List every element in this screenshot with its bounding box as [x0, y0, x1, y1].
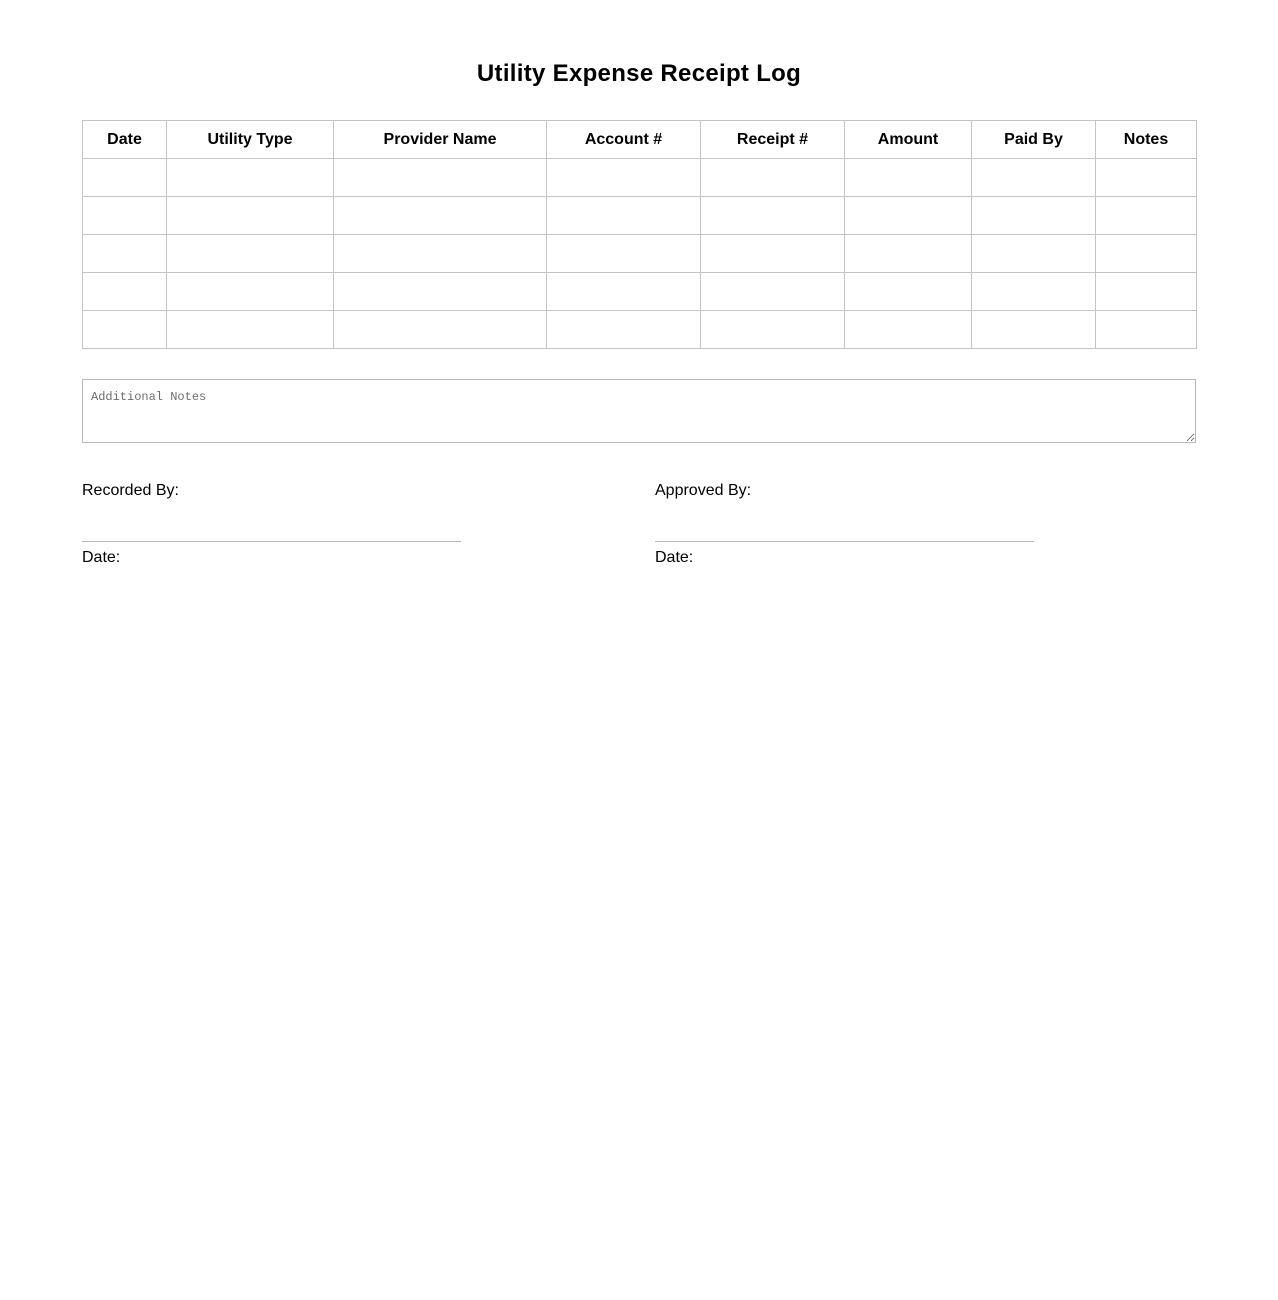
table-cell[interactable] [83, 273, 167, 311]
table-cell[interactable] [1096, 235, 1197, 273]
column-header-notes: Notes [1096, 121, 1197, 159]
recorded-date-label: Date: [82, 549, 121, 566]
table-cell[interactable] [701, 311, 845, 349]
table-row [83, 273, 1197, 311]
table-cell[interactable] [167, 235, 334, 273]
table-cell[interactable] [334, 159, 547, 197]
table-cell[interactable] [845, 197, 972, 235]
additional-notes-textarea[interactable] [82, 379, 1196, 443]
approved-by-label: Approved By: [655, 482, 752, 499]
table-cell[interactable] [1096, 159, 1197, 197]
recorded-by-label: Recorded By: [82, 482, 179, 499]
column-header-date: Date [83, 121, 167, 159]
table-cell[interactable] [334, 311, 547, 349]
recorded-by-signature-line[interactable] [82, 541, 461, 542]
table-row [83, 197, 1197, 235]
table-cell[interactable] [547, 197, 701, 235]
table-row [83, 235, 1197, 273]
table-cell[interactable] [701, 235, 845, 273]
table-cell[interactable] [334, 235, 547, 273]
table-cell[interactable] [334, 273, 547, 311]
table-cell[interactable] [1096, 311, 1197, 349]
table-cell[interactable] [547, 311, 701, 349]
table-cell[interactable] [701, 197, 845, 235]
table-cell[interactable] [972, 159, 1096, 197]
approved-by-signature-line[interactable] [655, 541, 1034, 542]
table-cell[interactable] [547, 235, 701, 273]
column-header-utility-type: Utility Type [167, 121, 334, 159]
table-cell[interactable] [845, 235, 972, 273]
table-cell[interactable] [167, 159, 334, 197]
table-cell[interactable] [167, 197, 334, 235]
approved-by-block [655, 481, 1035, 568]
table-cell[interactable] [845, 311, 972, 349]
table-cell[interactable] [167, 273, 334, 311]
table-cell[interactable] [701, 273, 845, 311]
column-header-receipt-number: Receipt # [701, 121, 845, 159]
table-cell[interactable] [972, 311, 1096, 349]
column-header-provider-name: Provider Name [334, 121, 547, 159]
table-cell[interactable] [167, 311, 334, 349]
table-cell[interactable] [972, 273, 1096, 311]
approved-date-label: Date: [655, 549, 694, 566]
column-header-amount: Amount [845, 121, 972, 159]
table-cell[interactable] [701, 159, 845, 197]
table-cell[interactable] [972, 197, 1096, 235]
table-cell[interactable] [845, 273, 972, 311]
table-cell[interactable] [972, 235, 1096, 273]
table-row [83, 159, 1197, 197]
recorded-by-block [82, 481, 462, 568]
table-cell[interactable] [83, 311, 167, 349]
table-cell[interactable] [547, 273, 701, 311]
table-cell[interactable] [1096, 197, 1197, 235]
table-row [83, 311, 1197, 349]
table-cell[interactable] [547, 159, 701, 197]
table-cell[interactable] [845, 159, 972, 197]
table-cell[interactable] [83, 197, 167, 235]
receipt-log-table [82, 120, 1197, 349]
table-cell[interactable] [83, 159, 167, 197]
table-cell[interactable] [83, 235, 167, 273]
table-cell[interactable] [1096, 273, 1197, 311]
table-header-row [83, 121, 1197, 159]
column-header-paid-by: Paid By [972, 121, 1096, 159]
table-cell[interactable] [334, 197, 547, 235]
column-header-account-number: Account # [547, 121, 701, 159]
page-title: Utility Expense Receipt Log [476, 60, 802, 87]
